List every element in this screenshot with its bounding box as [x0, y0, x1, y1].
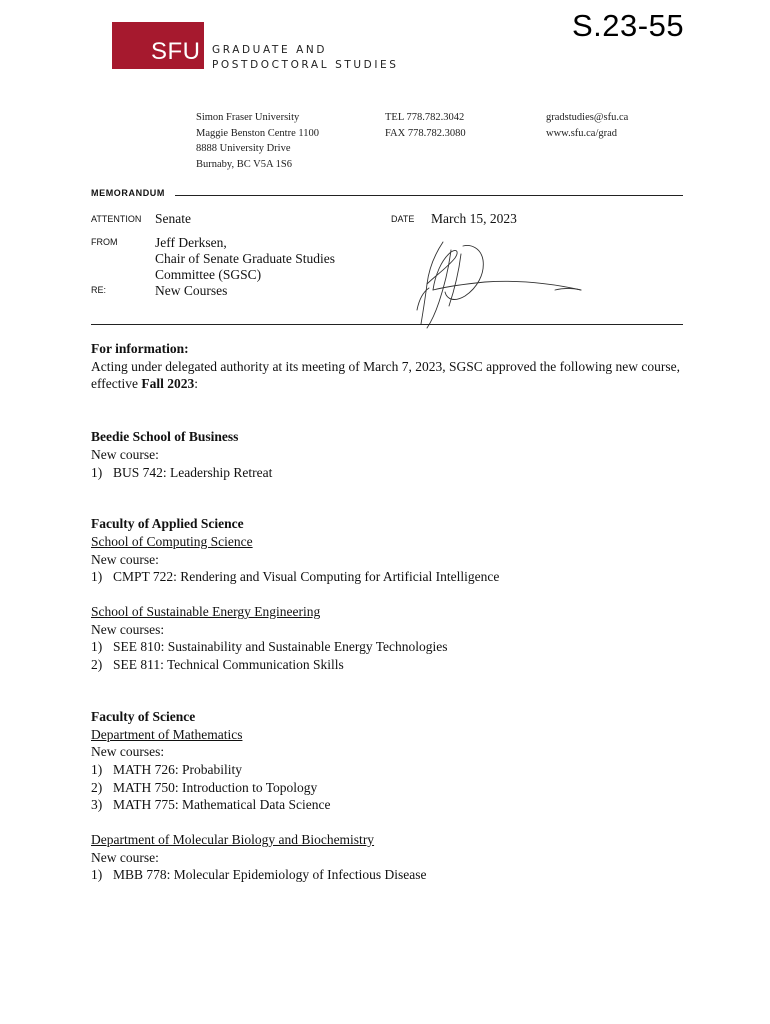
section-title: Faculty of Applied Science [91, 516, 244, 532]
attention-label: ATTENTION [91, 214, 142, 224]
date-value: March 15, 2023 [431, 211, 517, 226]
courses-label: New course: [91, 551, 159, 567]
course-item: 1) BUS 742: Leadership Retreat [91, 464, 273, 480]
date-label: DATE [391, 214, 415, 224]
course-item: 1) CMPT 722: Rendering and Visual Computing for Artificial Intelligence [91, 569, 500, 585]
telephone: TEL 778.782.3042 [385, 112, 465, 123]
course-item: 1) MBB 778: Molecular Epidemiology of Infectious Disease [91, 867, 427, 883]
fax: FAX 778.782.3080 [385, 127, 466, 139]
courses-label: New courses: [91, 621, 165, 637]
section-title: Beedie School of Business [91, 429, 239, 445]
email: gradstudies@sfu.ca [546, 112, 629, 123]
courses-label: New course: [91, 446, 159, 462]
course-item: 2) MATH 750: Introduction to Topology [91, 779, 318, 795]
from-line: Chair of Senate Graduate Studies [155, 251, 335, 266]
address-line: Simon Fraser University [196, 112, 300, 123]
department-name: School of Computing Science [91, 533, 253, 549]
signature-image [405, 240, 590, 332]
memo-body [91, 340, 691, 884]
course-item: 2) SEE 811: Technical Communication Skills [91, 657, 344, 673]
address-line: Burnaby, BC V5A 1S6 [196, 158, 292, 170]
intro-paragraph: Acting under delegated authority at its meeting of March 7, 2023, SGSC approved the following new course, effective Fall 2023: [91, 358, 680, 392]
course-item: 1) MATH 726: Probability [91, 761, 243, 777]
contact-block [546, 110, 628, 141]
course-item: 3) MATH 775: Mathematical Data Science [91, 797, 331, 813]
department-name: Department of Mathematics [91, 726, 243, 742]
effective-term: Fall 2023 [141, 376, 195, 392]
from-line: Jeff Derksen, [155, 235, 227, 250]
attention-value: Senate [155, 211, 191, 226]
address-line: 8888 University Drive [196, 143, 291, 154]
header-rule [175, 195, 683, 196]
section-title: Faculty of Science [91, 708, 196, 724]
course-item: 1) SEE 810: Sustainability and Sustainable Energy Technologies [91, 639, 448, 655]
courses-label: New course: [91, 849, 159, 865]
courses-label: New courses: [91, 744, 165, 760]
document-number: S.23-55 [572, 8, 685, 43]
address-line: Maggie Benston Centre 1100 [196, 127, 319, 139]
header-bottom-rule [91, 324, 683, 325]
re-value: New Courses [155, 283, 228, 298]
re-label: RE: [91, 285, 107, 295]
phone-block [385, 110, 466, 141]
sfu-logo-text: SFU [151, 38, 201, 65]
memorandum-heading: MEMORANDUM [91, 188, 165, 198]
unit-name-line1: GRADUATE AND [212, 44, 328, 56]
department-name: Department of Molecular Biology and Biochemistry [91, 832, 375, 848]
address-block [196, 110, 319, 172]
from-value [155, 235, 335, 283]
website: www.sfu.ca/grad [546, 127, 618, 139]
intro-heading: For information: [91, 341, 189, 356]
unit-name-line2: POSTDOCTORAL STUDIES [212, 59, 399, 71]
from-line: Committee (SGSC) [155, 267, 262, 282]
from-label: FROM [91, 237, 118, 247]
department-name: School of Sustainable Energy Engineering [91, 604, 321, 620]
